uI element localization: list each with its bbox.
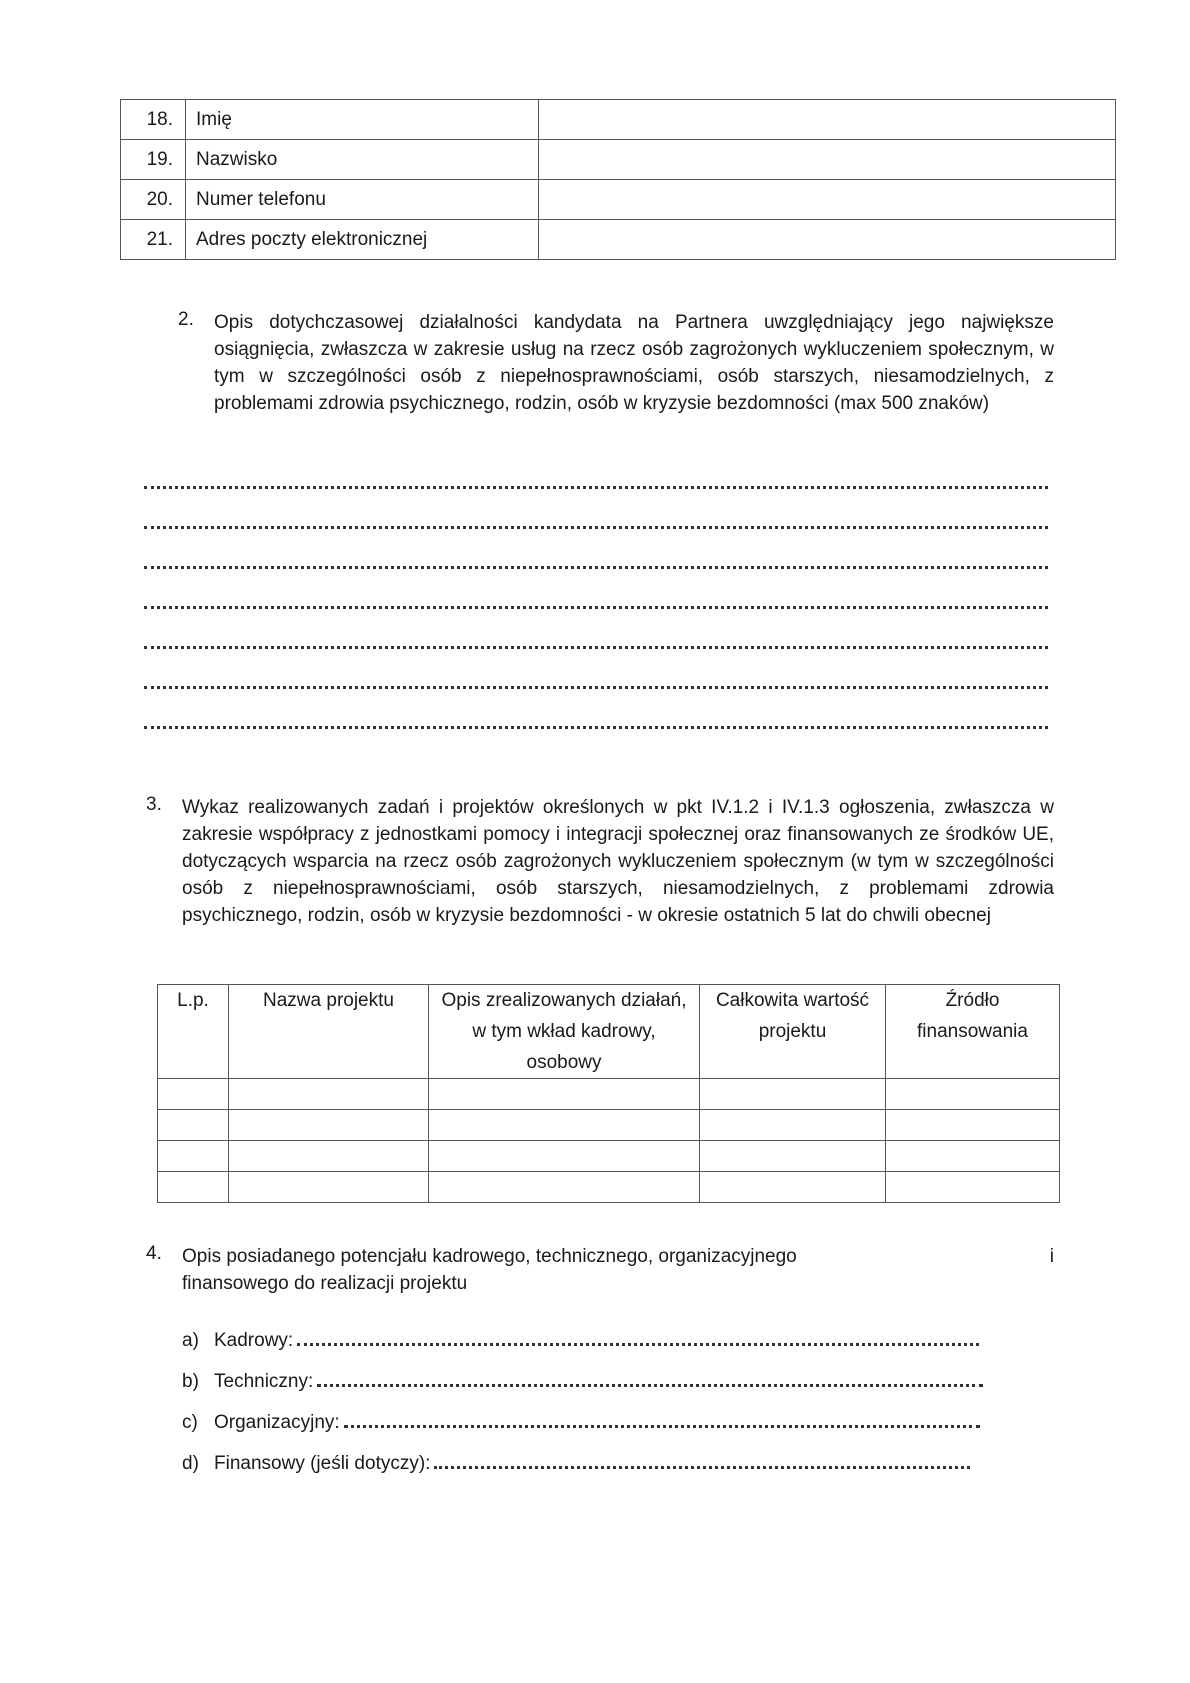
section-4-line2: finansowego do realizacji projektu xyxy=(182,1273,468,1294)
section-3-number: 3. xyxy=(146,794,162,815)
phone-field[interactable] xyxy=(539,180,1116,220)
col-header-funding-source: Źródło finansowania xyxy=(886,985,1060,1079)
col-header-project-name: Nazwa projektu xyxy=(229,985,429,1079)
answer-line[interactable] xyxy=(144,642,1048,649)
table-cell[interactable] xyxy=(158,1110,229,1141)
table-cell[interactable] xyxy=(700,1079,886,1110)
table-row xyxy=(121,220,1116,260)
table-cell[interactable] xyxy=(886,1110,1060,1141)
answer-line[interactable] xyxy=(144,722,1048,729)
answer-line[interactable] xyxy=(297,1327,979,1346)
row-label: Nazwisko xyxy=(186,140,539,180)
row-label: Adres poczty elektronicznej xyxy=(186,220,539,260)
col-header-total-value: Całkowita wartość projektu xyxy=(700,985,886,1079)
table-cell[interactable] xyxy=(886,1141,1060,1172)
table-row xyxy=(158,1110,1060,1141)
table-row xyxy=(158,1172,1060,1203)
table-cell[interactable] xyxy=(229,1141,429,1172)
table-cell[interactable] xyxy=(229,1172,429,1203)
table-cell[interactable] xyxy=(158,1172,229,1203)
table-cell[interactable] xyxy=(429,1141,700,1172)
row-number: 18. xyxy=(121,100,186,140)
item-label: Finansowy (jeśli dotyczy): xyxy=(214,1453,431,1474)
last-name-field[interactable] xyxy=(539,140,1116,180)
projects-table xyxy=(157,984,1060,1203)
answer-line[interactable] xyxy=(144,682,1048,689)
list-item xyxy=(182,1368,983,1393)
row-label: Imię xyxy=(186,100,539,140)
list-item xyxy=(182,1409,980,1434)
table-cell[interactable] xyxy=(429,1172,700,1203)
answer-line[interactable] xyxy=(144,522,1048,529)
answer-line[interactable] xyxy=(144,562,1048,569)
table-cell[interactable] xyxy=(229,1110,429,1141)
table-cell[interactable] xyxy=(429,1079,700,1110)
section-4-line1-end: i xyxy=(1049,1246,1054,1267)
answer-line[interactable] xyxy=(144,482,1048,489)
item-label: Techniczny: xyxy=(214,1371,314,1392)
section-2-text: Opis dotychczasowej działalności kandydata na Partnera uwzględniający jego największe osiągnięcia, zwłaszcza w zakresie usług na rzecz osób zagrożonych wykluczeniem społecznym, w tym w szczególności osób z niepełnosprawnościami, osób starszych, niesamodzielnych, z problemami zdrowia psychicznego, rodzin, osób w kryzysie bezdomności (max 500 znaków) xyxy=(214,312,1054,414)
section-4-number: 4. xyxy=(146,1243,162,1264)
table-header-row xyxy=(158,985,1060,1079)
table-cell[interactable] xyxy=(429,1110,700,1141)
section-4-line xyxy=(182,1243,1054,1270)
answer-line[interactable] xyxy=(434,1450,970,1469)
table-row xyxy=(158,1141,1060,1172)
table-cell[interactable] xyxy=(229,1079,429,1110)
table-cell[interactable] xyxy=(700,1172,886,1203)
row-number: 19. xyxy=(121,140,186,180)
item-letter: c) xyxy=(182,1412,198,1433)
item-letter: d) xyxy=(182,1453,199,1474)
table-row xyxy=(158,1079,1060,1110)
col-header-lp: L.p. xyxy=(158,985,229,1079)
row-number: 20. xyxy=(121,180,186,220)
email-field[interactable] xyxy=(539,220,1116,260)
answer-line[interactable] xyxy=(344,1409,980,1428)
table-row xyxy=(121,180,1116,220)
table-row xyxy=(121,100,1116,140)
section-2-number: 2. xyxy=(178,309,194,330)
first-name-field[interactable] xyxy=(539,100,1116,140)
row-number: 21. xyxy=(121,220,186,260)
list-item xyxy=(182,1450,970,1475)
answer-line[interactable] xyxy=(144,602,1048,609)
answer-line[interactable] xyxy=(317,1368,983,1387)
col-header-description: Opis zrealizowanych działań, w tym wkład kadrowy, osobowy xyxy=(429,985,700,1079)
row-label: Numer telefonu xyxy=(186,180,539,220)
table-cell[interactable] xyxy=(886,1079,1060,1110)
contact-table xyxy=(120,99,1116,260)
item-label: Kadrowy: xyxy=(214,1330,294,1351)
table-cell[interactable] xyxy=(700,1110,886,1141)
section-4-text xyxy=(182,1243,1054,1297)
section-4-line1: Opis posiadanego potencjału kadrowego, technicznego, organizacyjnego xyxy=(182,1246,797,1267)
table-cell[interactable] xyxy=(158,1141,229,1172)
table-cell[interactable] xyxy=(700,1141,886,1172)
item-letter: b) xyxy=(182,1371,199,1392)
item-label: Organizacyjny: xyxy=(214,1412,340,1433)
item-letter: a) xyxy=(182,1330,199,1351)
table-cell[interactable] xyxy=(886,1172,1060,1203)
table-cell[interactable] xyxy=(158,1079,229,1110)
list-item xyxy=(182,1327,979,1352)
section-3-text: Wykaz realizowanych zadań i projektów określonych w pkt IV.1.2 i IV.1.3 ogłoszenia, zwłaszcza w zakresie współpracy z jednostkami pomocy i integracji społecznej oraz finansowanych ze środków UE, dotyczących wsparcia na rzecz osób zagrożonych wykluczeniem społecznym (w tym w szczególności osób z niepełnosprawnościami, osób starszych, niesamodzielnych, z problemami zdrowia psychicznego, rodzin, osób w kryzysie bezdomności - w okresie ostatnich 5 lat do chwili obecnej xyxy=(182,797,1054,926)
table-row xyxy=(121,140,1116,180)
